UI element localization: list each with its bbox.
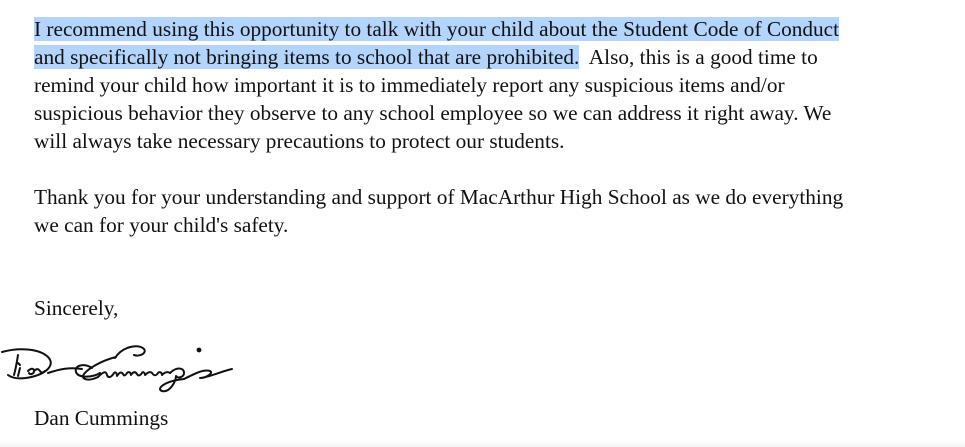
paragraph-1-line-4: suspicious behavior they observe to any school employee so we can address it right away. We	[34, 101, 832, 125]
paragraph-2-line-2: we can for your child's safety.	[34, 213, 289, 237]
paragraph-1-line-5: will always take necessary precautions to protect our students.	[34, 129, 565, 153]
paragraph-1-line-2[interactable]	[34, 44, 818, 70]
signer-name: Dan Cummings	[34, 406, 169, 430]
paragraph-1-line-3: remind your child how important it is to immediately report any suspicious items and/or	[34, 73, 785, 97]
paragraph-2-line-1: Thank you for your understanding and support of MacArthur High School as we do everything	[34, 185, 844, 209]
body-text: Also, this is a good time to	[579, 45, 818, 69]
selected-text[interactable]: and specifically not bringing items to school that are prohibited.	[34, 45, 580, 69]
selected-text[interactable]: I recommend using this opportunity to talk with your child about the Student Code of Conduct	[34, 17, 840, 41]
paragraph-1-line-1[interactable]	[34, 16, 839, 42]
page-bottom-shadow	[0, 441, 965, 447]
closing-salutation: Sincerely,	[34, 296, 119, 320]
handwritten-signature	[0, 335, 250, 397]
